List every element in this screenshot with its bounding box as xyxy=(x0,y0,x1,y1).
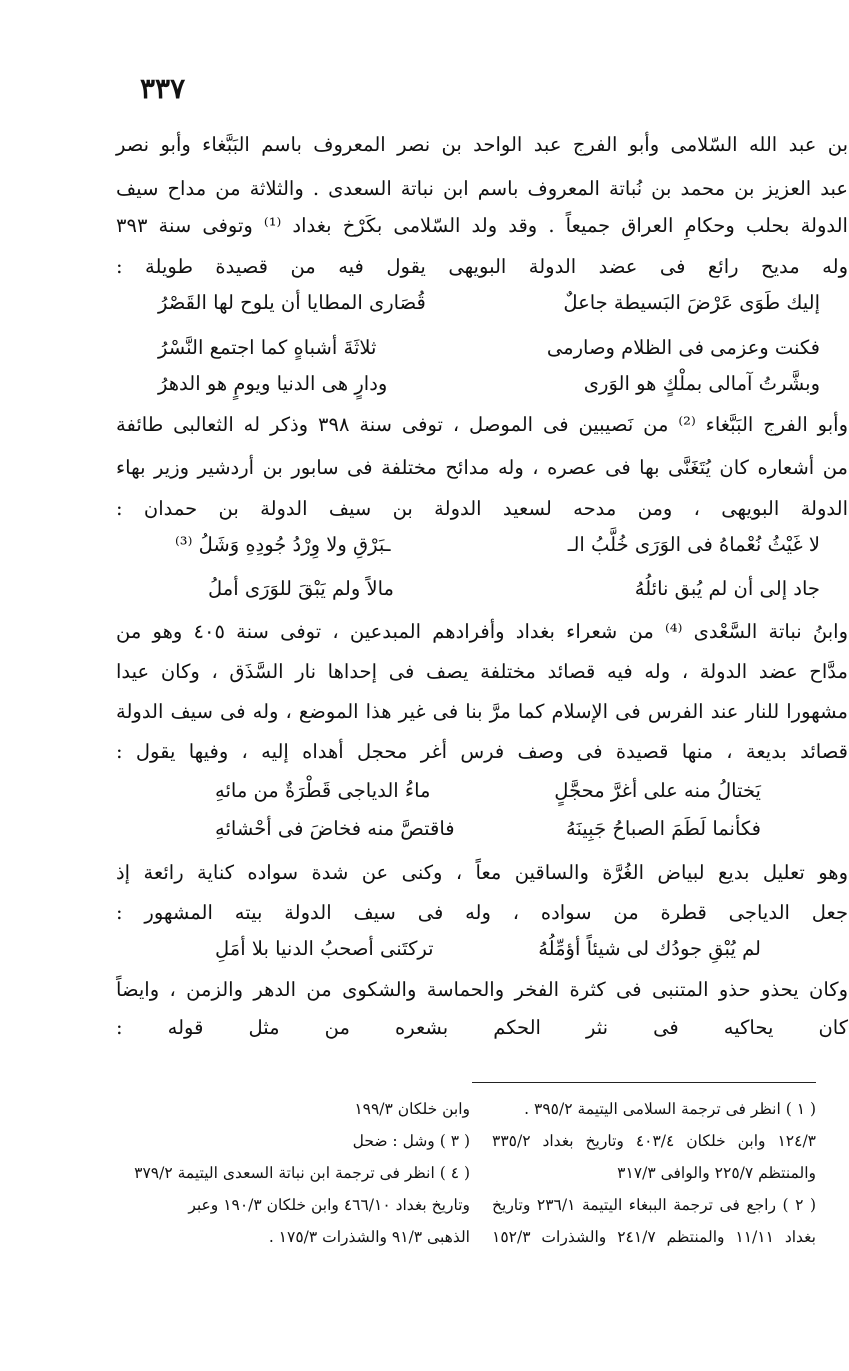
body-line: بن عبد الله السّلامى وأبو الفرج عبد الواحد بن نصر المعروف باسم البَبَّغاء وأبو نصر xyxy=(116,133,848,156)
footnote-line: ( ١ ) انظر فى ترجمة السلامى اليتيمة ٣٩٥/٢ . xyxy=(524,1100,816,1118)
verse-line xyxy=(215,779,761,813)
body-line: مشهورا للنار عند الفرس فى الإسلام كما مرَّ بنا فى غير هذا الموضع ، وله فى سيف الدولة xyxy=(116,700,848,723)
body-line: الدولة البويهى ، ومن مدحه لسعيد الدولة بن سيف الدولة بن حمدان : xyxy=(116,497,848,520)
verse-second-hemistich: قُصَارى المطايا أن يلوح لها القَصْرُ xyxy=(158,291,426,314)
verse-line xyxy=(158,336,820,370)
verse-second-hemistich: فاقتصَّ منه فخاضَ فى أحْشائهِ xyxy=(215,817,455,840)
footnote-separator xyxy=(472,1082,816,1083)
footnote-line: ١٢٤/٣ وابن خلكان ٤٠٣/٤ وتاريخ بغداد ٣٣٥/٢ xyxy=(492,1132,816,1150)
footnote-line: الذهبى ٩١/٣ والشذرات ١٧٥/٣ . xyxy=(268,1228,470,1246)
verse-second-hemistich: مالاً ولم يَبْقَ للوَرَى أملُ xyxy=(208,577,394,600)
verse-line xyxy=(175,533,820,567)
body-line: كان يحاكيه فى نثر الحكم بشعره من مثل قوله : xyxy=(116,1016,848,1039)
verse-second-hemistich: ـبَرْقِ ولا وِرْدُ جُودِهِ وَشَلُ ⁽³⁾ xyxy=(175,533,391,556)
footnote-line: وابن خلكان ١٩٩/٣ xyxy=(354,1100,470,1118)
verse-first-hemistich: وبشَّرتُ آمالى بملْكٍ هو الوَرى xyxy=(583,372,820,395)
verse-second-hemistich: ثلاثَةَ أشباهٍ كما اجتمع النَّسْرُ xyxy=(158,336,377,359)
body-line: وكان يحذو حذو المتنبى فى كثرة الفخر والحماسة والشكوى من الدهر والزمن ، وايضاً xyxy=(116,978,848,1001)
verse-line xyxy=(158,291,820,325)
page-number: ٣٣٧ xyxy=(140,72,186,105)
footnote-line: ( ٣ ) وشل : ضحل xyxy=(352,1132,470,1150)
verse-second-hemistich: ودارٍ هى الدنيا ويومٍ هو الدهرُ xyxy=(158,372,388,395)
footnote-line: ( ٤ ) انظر فى ترجمة ابن نباتة السعدى اليتيمة ٣٧٩/٢ xyxy=(134,1164,470,1182)
verse-second-hemistich: ماءُ الدياجى قَطْرَةٌ من مائهِ xyxy=(215,779,431,802)
footnote-line: بغداد ١١/١١ والمنتظم ٢٤١/٧ والشذرات ١٥٢/٣ xyxy=(492,1228,816,1246)
body-line: جعل الدياجى قطرة من سواده ، وله فى سيف الدولة بيته المشهور : xyxy=(116,901,848,924)
verse-first-hemistich: لا غَيْثُ نُعْماهُ فى الوَرَى خُلَّبُ الـ xyxy=(567,533,820,556)
body-line: مدَّاح عضد الدولة ، وله فيه قصائد مختلفة يصف فى إحداها نار السَّذَق ، وكان عيدا xyxy=(116,660,848,683)
verse-line xyxy=(215,817,761,851)
verse-second-hemistich: تركتَنى أصحبُ الدنيا بلا أمَلِ xyxy=(215,937,434,960)
verse-line xyxy=(215,937,761,971)
body-line: قصائد بديعة ، منها قصيدة فى وصف فرس أغر محجل أهداه إليه ، وفيها يقول : xyxy=(116,740,848,763)
body-line: وله مديح رائع فى عضد الدولة البويهى يقول فيه من قصيدة طويلة : xyxy=(116,255,848,278)
footnote-line: والمنتظم ٢٢٥/٧ والوافى ٣١٧/٣ xyxy=(617,1164,816,1182)
verse-first-hemistich: فكنت وعزمى فى الظلام وصارمى xyxy=(546,336,820,359)
verse-first-hemistich: إليك طَوَى عَرْضَ البَسيطة جاعلٌ xyxy=(563,291,820,314)
body-line: من أشعاره كان يُتَغَنَّى بها فى عصره ، وله مدائح مختلفة فى سابور بن أردشير وزير بهاء xyxy=(116,456,848,479)
body-line: عبد العزيز بن محمد بن نُباتة المعروف باسم ابن نباتة السعدى . والثلاثة من مداح سيف xyxy=(116,177,848,200)
body-line: الدولة بحلب وحكامِ العراق جميعاً . وقد ولد السّلامى بكَرْخ بغداد ⁽¹⁾ وتوفى سنة ٣٩٣ xyxy=(116,214,848,237)
verse-line xyxy=(158,372,820,406)
verse-first-hemistich: لم يُبْقِ جودُك لى شيئاً أؤمِّلُهُ xyxy=(538,937,761,960)
footnote-line: ( ٢ ) راجع فى ترجمة الببغاء اليتيمة ٢٣٦/١ وتاريخ xyxy=(492,1196,816,1214)
body-line: وهو تعليل بديع لبياض الغُرَّة والساقين معاً ، وكنى عن شدة سواده كناية رائعة إذ xyxy=(116,861,848,884)
body-line: وأبو الفرج البَبَّغاء ⁽²⁾ من نَصيبين فى الموصل ، توفى سنة ٣٩٨ وذكر له الثعالبى طائفة xyxy=(116,413,849,436)
verse-first-hemistich: جاد إلى أن لم يُبق نائلُهُ xyxy=(634,577,820,600)
verse-first-hemistich: فكأنما لَطَمَ الصباحُ جَبِينَهُ xyxy=(565,817,761,840)
verse-line xyxy=(208,577,820,611)
body-line: وابنُ نباتة السَّعْدى ⁽⁴⁾ من شعراء بغداد وأفرادهم المبدعين ، توفى سنة ٤٠٥ وهو من xyxy=(116,620,848,643)
footnote-line: وتاريخ بغداد ٤٦٦/١٠ وابن خلكان ١٩٠/٣ وعبر xyxy=(188,1196,470,1214)
verse-first-hemistich: يَختالُ منه على أغرَّ محجَّلٍ xyxy=(554,779,761,802)
